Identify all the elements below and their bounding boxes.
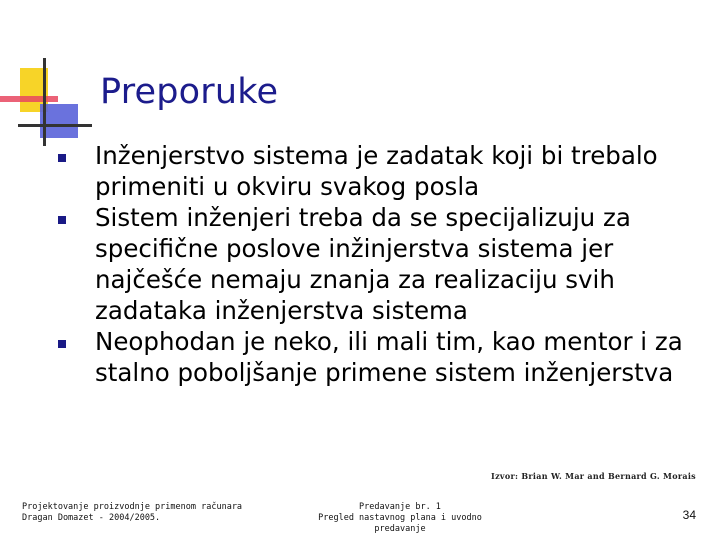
- bullet-list: [58, 140, 698, 388]
- bullet-square-icon: [58, 154, 66, 162]
- bullet-item: [58, 326, 698, 388]
- decorative-corner-graphic: [0, 0, 100, 150]
- footer-lecture-number: Predavanje br. 1: [359, 502, 441, 512]
- footer-lecture-info: [290, 502, 510, 535]
- bullet-item: [58, 140, 698, 202]
- bullet-text: Sistem inženjeri treba da se specijalizuju za specifične poslove inžinjerstva sistema jer najčešće nemaju znanja za realizaciju svih zadataka inženjerstva sistema: [95, 203, 631, 325]
- page-number: 34: [682, 508, 696, 522]
- slide-title: Preporuke: [100, 72, 279, 112]
- bullet-text: Inženjerstvo sistema je zadatak koji bi trebalo primeniti u okviru svakog posla: [95, 141, 658, 201]
- bullet-text: Neophodan je neko, ili mali tim, kao mentor i za stalno poboljšanje primene sistem inženjerstva: [95, 327, 683, 387]
- bullet-square-icon: [58, 340, 66, 348]
- footer-course-info: [22, 502, 242, 524]
- source-citation: Izvor: Brian W. Mar and Bernard G. Morais: [491, 471, 696, 481]
- bullet-item: [58, 202, 698, 326]
- footer-course-title: Projektovanje proizvodnje primenom računara: [22, 502, 243, 512]
- footer-lecture-title: Pregled nastavnog plana i uvodno predavanje: [318, 513, 482, 534]
- footer-author: Dragan Domazet - 2004/2005.: [22, 513, 161, 523]
- bullet-square-icon: [58, 216, 66, 224]
